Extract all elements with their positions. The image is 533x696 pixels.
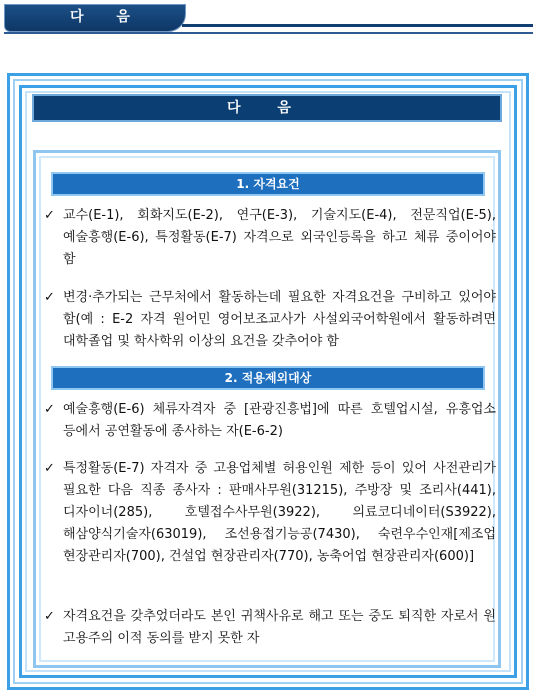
check-icon: ✓ (44, 461, 55, 476)
section-heading-qualifications: 1. 자격요건 (51, 172, 485, 196)
list-item-text: 교수(E-1), 회화지도(E-2), 연구(E-3), 기술지도(E-4), 전문직업(E-5), 예술흥행(E-6), 특정활동(E-7) 자격으로 외국인등록을 하고 체류 중이어야 함 (63, 208, 496, 267)
list-item (44, 399, 496, 443)
list-item-text: 자격요건을 갖추었더라도 본인 귀책사유로 해고 또는 중도 퇴직한 자로서 원 고용주의 이적 동의를 받지 못한 자 (63, 609, 496, 646)
top-header (0, 0, 533, 40)
list-item-text: 예술흥행(E-6) 체류자격자 중 [관광진흥법]에 따른 호텔업시설, 유흥업소 등에서 공연활동에 종사하는 자(E-6-2) (63, 402, 496, 439)
list-item (44, 287, 496, 353)
list-item (44, 458, 496, 568)
list-item-text: 특정활동(E-7) 자격자 중 고용업체별 허용인원 제한 등이 있어 사전관리가 필요한 다음 직종 종사자 : 판매사무원(31215), 주방장 및 조리사(441), 디자이너(285), 호텔접수사무원(3922), 의료코디네이터(S3922), 해삼양식기술자(63019), 조선용접기능공(7430), 숙련우수인재[제조업 현장관리자(700), 건설업 현장관리자(770), 농축어업 현장관리자(600)] (63, 461, 496, 564)
list-item (44, 606, 496, 650)
main-title: 다 음 (32, 94, 502, 122)
check-icon: ✓ (44, 402, 55, 417)
header-tab-title: 다 음 (70, 9, 144, 25)
check-icon: ✓ (44, 208, 55, 223)
list-item (44, 205, 496, 271)
check-icon: ✓ (44, 290, 55, 305)
list-item-text: 변경·추가되는 근무처에서 활동하는데 필요한 자격요건을 구비하고 있어야 함(예 : E-2 자격 원어민 영어보조교사가 사설외국어학원에서 활동하려면 대학졸업 및 학사학위 이상의 요건을 갖추어야 함 (63, 290, 496, 349)
section-heading-exclusions: 2. 적용제외대상 (51, 366, 485, 390)
header-underline (4, 32, 533, 34)
check-icon: ✓ (44, 609, 55, 624)
header-rule (182, 24, 533, 27)
